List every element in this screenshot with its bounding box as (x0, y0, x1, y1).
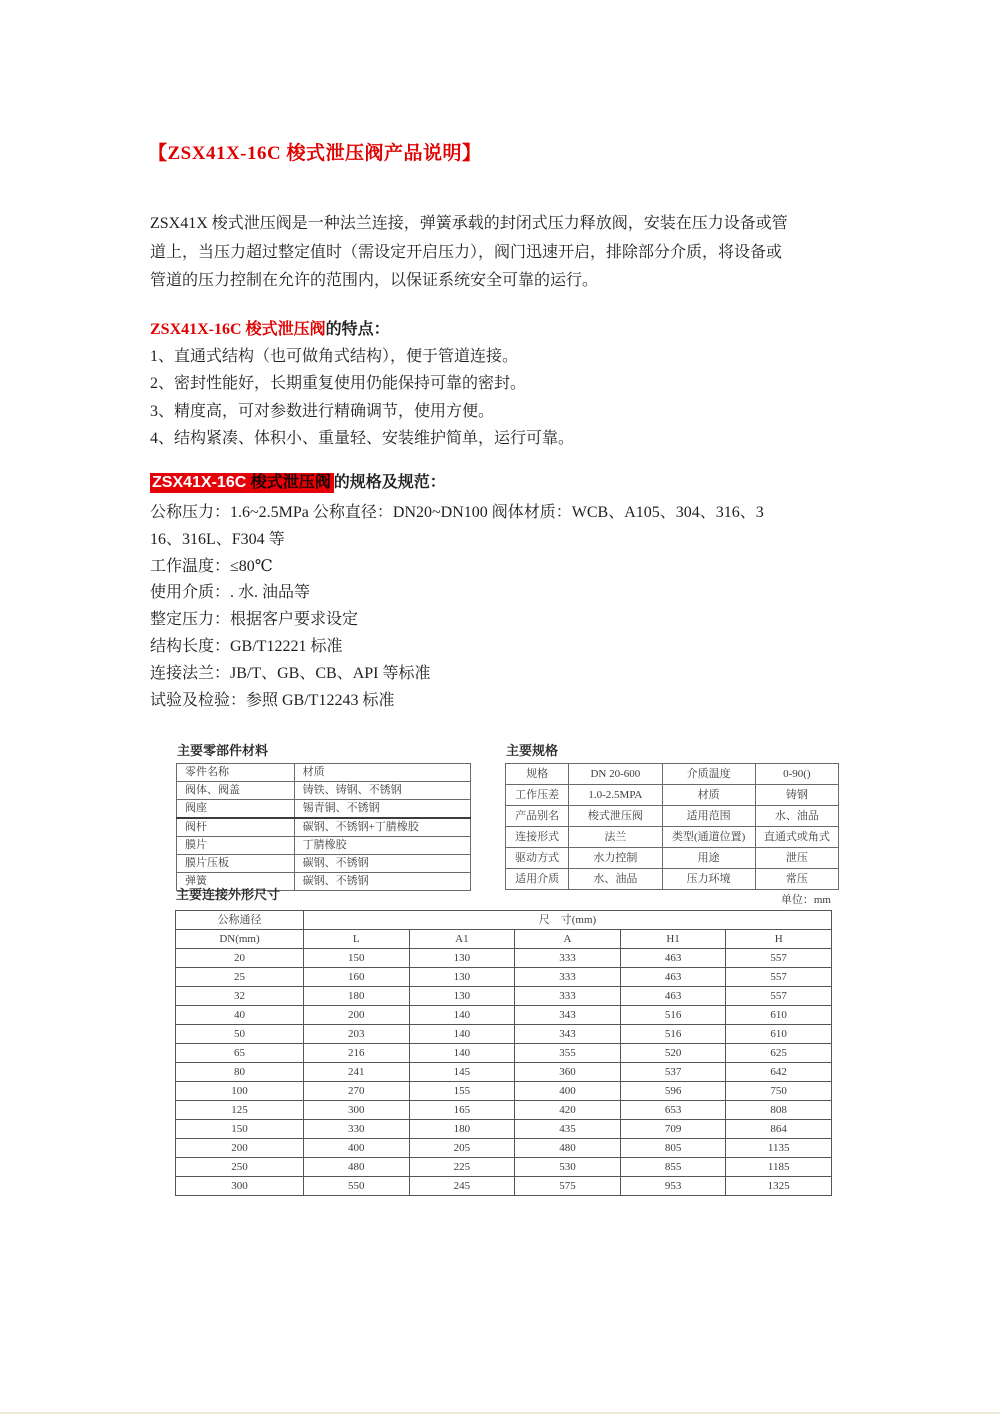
table-cell: 140 (409, 1025, 515, 1044)
table-cell: 165 (409, 1101, 515, 1120)
text-line: 试验及检验：参照 GB/T12243 标准 (150, 691, 395, 709)
table-cell: 333 (515, 987, 621, 1006)
page-title: 【ZSX41X-16C 梭式泄压阀产品说明】 (148, 143, 482, 164)
table-cell: 连接形式 (506, 827, 569, 848)
text-line: 使用介质：. 水. 油品等 (150, 584, 311, 602)
table-cell: 420 (515, 1101, 621, 1120)
table-cell: 333 (515, 949, 621, 968)
table-row (177, 837, 471, 855)
table-cell: 480 (515, 1139, 621, 1158)
table-cell: 160 (304, 968, 410, 987)
table-cell: 泄压 (755, 848, 838, 869)
table-cell: 750 (726, 1082, 832, 1101)
table-row (177, 782, 471, 800)
table-row (176, 949, 832, 968)
table-row (176, 1044, 832, 1063)
table-cell: 400 (515, 1082, 621, 1101)
table-cell: 130 (409, 968, 515, 987)
table-cell: 360 (515, 1063, 621, 1082)
table-cell: 150 (304, 949, 410, 968)
table-row (176, 987, 832, 1006)
header-cell: H (726, 930, 832, 949)
table-cell: 864 (726, 1120, 832, 1139)
header-cell: L (304, 930, 410, 949)
specs-heading-suffix: 的规格及规范： (333, 474, 446, 491)
header-cell: A1 (409, 930, 515, 949)
header-cell: DN(mm) (176, 930, 304, 949)
features-heading-product: ZSX41X-16C 梭式泄压阀 (150, 321, 326, 338)
table-cell: 0-90() (755, 764, 838, 785)
features-heading-suffix: 的特点： (325, 321, 390, 338)
table-cell: 25 (176, 968, 304, 987)
table-cell: 丁腈橡胶 (294, 837, 470, 855)
table-cell: 碳钢、不锈钢+丁腈橡胶 (294, 818, 470, 837)
table-cell: 适用介质 (506, 869, 569, 890)
text-line: 道上，当压力超过整定值时（需设定开启压力），阀门迅速开启，排除部分介质，将设备或 (150, 243, 783, 261)
table-cell: 516 (620, 1025, 726, 1044)
text-line: 4、结构紧凑、体积小、重量轻、安装维护简单，运行可靠。 (150, 429, 575, 447)
dimensions-unit-label: 单位：mm (780, 894, 831, 906)
table-cell: 557 (726, 968, 832, 987)
table-cell: 150 (176, 1120, 304, 1139)
intro-paragraph (150, 210, 870, 296)
table-cell: 333 (515, 968, 621, 987)
table-cell: 596 (620, 1082, 726, 1101)
dimensions-table (175, 910, 832, 1196)
table-cell: 400 (304, 1139, 410, 1158)
text-line: ZSX41X 梭式泄压阀是一种法兰连接，弹簧承载的封闭式压力释放阀，安装在压力设备或管 (150, 215, 788, 232)
text-line: 管道的压力控制在允许的范围内，以保证系统安全可靠的运行。 (150, 272, 599, 289)
table-cell: 520 (620, 1044, 726, 1063)
text-line: 结构长度：GB/T12221 标准 (150, 637, 343, 655)
specs-heading-highlight (150, 473, 334, 493)
table-row (176, 1006, 832, 1025)
materials-table-section (176, 740, 471, 891)
table-cell: 弹簧 (177, 873, 295, 891)
table-cell: 直通式或角式 (755, 827, 838, 848)
table-cell: 产品别名 (506, 806, 569, 827)
table-cell: 216 (304, 1044, 410, 1063)
table-cell: 规格 (506, 764, 569, 785)
table-cell: 463 (620, 949, 726, 968)
table-cell: 225 (409, 1158, 515, 1177)
specs-heading-cn: 梭式泄压阀 (250, 474, 331, 491)
table-cell: 碳钢、不锈钢 (294, 873, 470, 891)
table-cell: 300 (176, 1177, 304, 1196)
table-row (506, 764, 839, 785)
header-cell: 材质 (294, 764, 470, 782)
table-cell: 1.0-2.5MPA (569, 785, 662, 806)
table-row (176, 1025, 832, 1044)
table-cell: 530 (515, 1158, 621, 1177)
table-cell: 343 (515, 1006, 621, 1025)
table-cell: 碳钢、不锈钢 (294, 855, 470, 873)
table-cell: 330 (304, 1120, 410, 1139)
header-cell: A (515, 930, 621, 949)
table-cell: 膜片 (177, 837, 295, 855)
table-cell: 200 (304, 1006, 410, 1025)
text-line: 2、密封性能好，长期重复使用仍能保持可靠的密封。 (150, 375, 527, 393)
table-cell: 642 (726, 1063, 832, 1082)
table-cell: 610 (726, 1006, 832, 1025)
table-cell: 463 (620, 987, 726, 1006)
table-cell: 压力环境 (662, 869, 755, 890)
materials-table-body (177, 782, 471, 891)
table-row (177, 855, 471, 873)
table-cell: 铸铁、铸钢、不锈钢 (294, 782, 470, 800)
text-line: 连接法兰：JB/T、GB、CB、API 等标准 (150, 664, 431, 682)
table-row (506, 785, 839, 806)
header-cell: 零件名称 (177, 764, 295, 782)
table-cell: 阀体、阀盖 (177, 782, 295, 800)
table-cell: 145 (409, 1063, 515, 1082)
table-cell: 用途 (662, 848, 755, 869)
header-cell: H1 (620, 930, 726, 949)
table-cell: 557 (726, 987, 832, 1006)
table-cell: 180 (409, 1120, 515, 1139)
table-cell: 50 (176, 1025, 304, 1044)
table-cell: 480 (304, 1158, 410, 1177)
table-cell: 125 (176, 1101, 304, 1120)
specs-heading (150, 469, 880, 496)
table-row (177, 818, 471, 837)
dimensions-group-header-row (176, 911, 832, 930)
table-cell: 适用范围 (662, 806, 755, 827)
features-section (150, 316, 870, 452)
table-cell: 140 (409, 1006, 515, 1025)
table-cell: 355 (515, 1044, 621, 1063)
text-line: 16、316L、F304 等 (150, 530, 285, 548)
table-cell: 575 (515, 1177, 621, 1196)
table-cell: 驱动方式 (506, 848, 569, 869)
table-cell: 808 (726, 1101, 832, 1120)
table-cell: DN 20-600 (569, 764, 662, 785)
table-row (176, 1177, 832, 1196)
table-cell: 463 (620, 968, 726, 987)
table-row (176, 1063, 832, 1082)
dimensions-header (175, 884, 831, 907)
spec-table-body (506, 764, 839, 890)
table-row (506, 848, 839, 869)
table-cell: 阀杆 (177, 818, 295, 837)
table-row (176, 1139, 832, 1158)
table-cell: 水力控制 (569, 848, 662, 869)
dimensions-group-header-size: 尺 寸(mm) (304, 911, 832, 930)
table-cell: 200 (176, 1139, 304, 1158)
table-row (506, 806, 839, 827)
table-cell: 709 (620, 1120, 726, 1139)
text-line: 1、直通式结构（也可做角式结构），便于管道连接。 (150, 348, 519, 365)
table-cell: 80 (176, 1063, 304, 1082)
table-row (176, 1082, 832, 1101)
table-cell: 270 (304, 1082, 410, 1101)
table-cell: 205 (409, 1139, 515, 1158)
table-cell: 法兰 (569, 827, 662, 848)
table-cell: 550 (304, 1177, 410, 1196)
specs-lines (150, 500, 880, 714)
table-cell: 610 (726, 1025, 832, 1044)
table-cell: 1185 (726, 1158, 832, 1177)
table-cell: 805 (620, 1139, 726, 1158)
table-cell: 工作压差 (506, 785, 569, 806)
table-row (176, 1158, 832, 1177)
table-cell: 20 (176, 949, 304, 968)
table-cell: 32 (176, 987, 304, 1006)
table-cell: 100 (176, 1082, 304, 1101)
table-cell: 300 (304, 1101, 410, 1120)
table-cell: 水、油品 (569, 869, 662, 890)
text-line: 公称压力：1.6~2.5MPa 公称直径：DN20~DN100 阀体材质：WCB、A105、304、316、3 (150, 504, 764, 521)
dimensions-column-header-row (176, 930, 832, 949)
table-cell: 653 (620, 1101, 726, 1120)
spec-table (505, 763, 839, 890)
table-cell: 557 (726, 949, 832, 968)
table-cell: 材质 (662, 785, 755, 806)
dimensions-group-header-dn: 公称通径 (176, 911, 304, 930)
materials-table-title: 主要零部件材料 (177, 743, 269, 758)
features-list (150, 343, 870, 452)
table-cell: 130 (409, 987, 515, 1006)
table-cell: 155 (409, 1082, 515, 1101)
table-cell: 水、油品 (755, 806, 838, 827)
text-line: 3、精度高，可对参数进行精确调节，使用方便。 (150, 402, 495, 420)
table-row (176, 1101, 832, 1120)
table-cell: 介质温度 (662, 764, 755, 785)
materials-header-row (177, 764, 471, 782)
table-row (176, 968, 832, 987)
materials-table (176, 763, 471, 891)
specs-section (150, 469, 880, 714)
table-cell: 阀座 (177, 800, 295, 819)
table-cell: 953 (620, 1177, 726, 1196)
table-row (177, 800, 471, 819)
features-heading (150, 316, 870, 343)
table-cell: 245 (409, 1177, 515, 1196)
text-line: 工作温度：≤80℃ (150, 557, 273, 575)
table-cell: 锡青铜、不锈钢 (294, 800, 470, 819)
table-cell: 膜片压板 (177, 855, 295, 873)
table-cell: 435 (515, 1120, 621, 1139)
table-row (176, 1120, 832, 1139)
text-line: 整定压力：根据客户要求设定 (150, 611, 359, 629)
specs-heading-code: ZSX41X-16C (152, 474, 251, 491)
table-cell: 65 (176, 1044, 304, 1063)
table-cell: 铸钢 (755, 785, 838, 806)
table-cell: 516 (620, 1006, 726, 1025)
dimensions-table-body (176, 949, 832, 1196)
table-cell: 类型(通道位置) (662, 827, 755, 848)
table-cell: 855 (620, 1158, 726, 1177)
spec-table-title: 主要规格 (506, 743, 559, 758)
dimensions-section (175, 884, 831, 1196)
table-cell: 1135 (726, 1139, 832, 1158)
table-cell: 1325 (726, 1177, 832, 1196)
spec-table-section (505, 740, 839, 890)
dimensions-title: 主要连接外形尺寸 (176, 887, 281, 902)
table-cell: 250 (176, 1158, 304, 1177)
table-cell: 130 (409, 949, 515, 968)
table-cell: 241 (304, 1063, 410, 1082)
table-cell: 625 (726, 1044, 832, 1063)
table-cell: 343 (515, 1025, 621, 1044)
table-cell: 203 (304, 1025, 410, 1044)
table-cell: 常压 (755, 869, 838, 890)
table-cell: 梭式泄压阀 (569, 806, 662, 827)
table-row (506, 827, 839, 848)
table-cell: 180 (304, 987, 410, 1006)
table-cell: 140 (409, 1044, 515, 1063)
table-cell: 537 (620, 1063, 726, 1082)
table-cell: 40 (176, 1006, 304, 1025)
